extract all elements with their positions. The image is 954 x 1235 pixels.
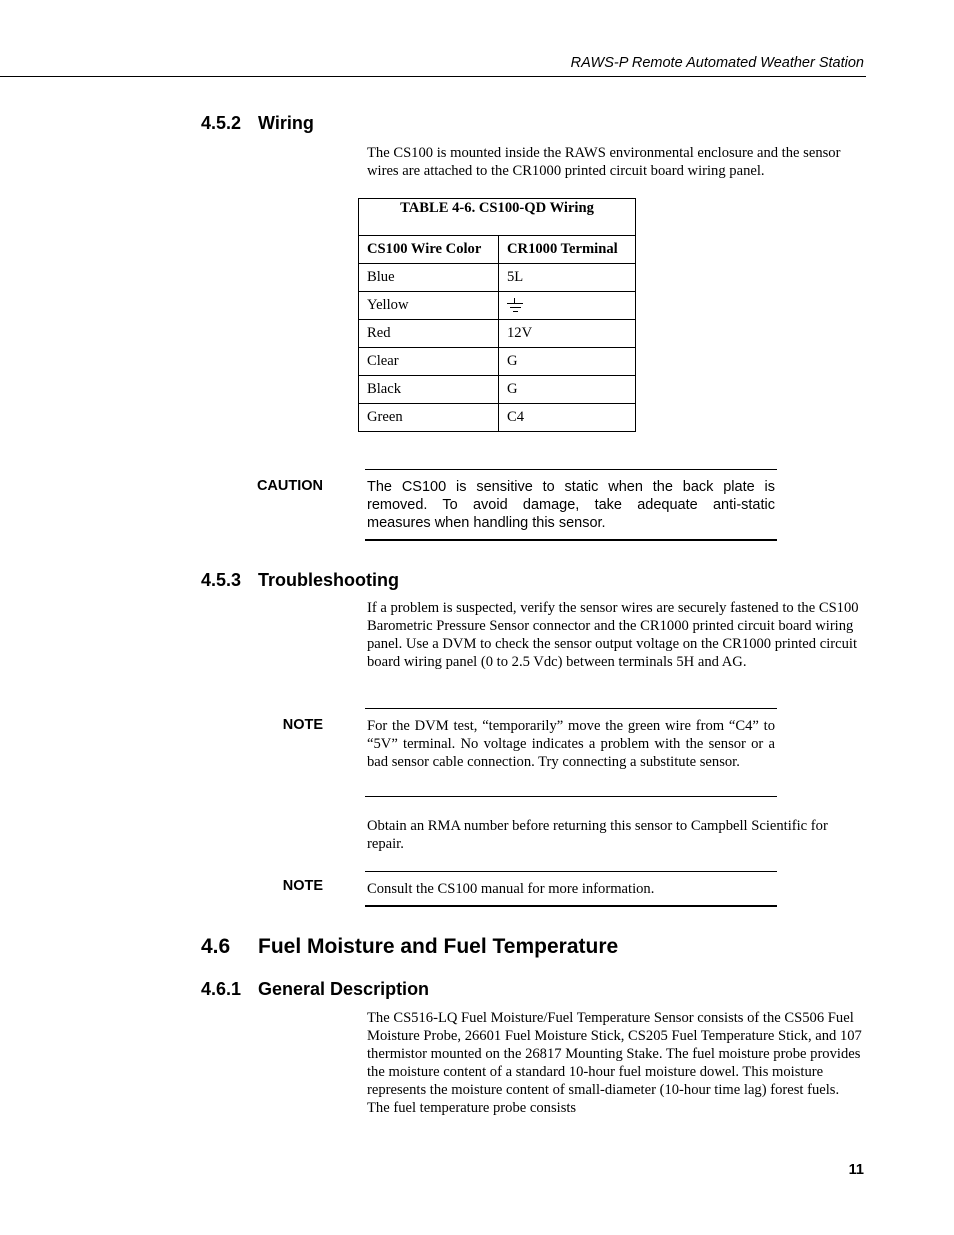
section-title: General Description <box>258 979 430 999</box>
wiring-intro-paragraph: The CS100 is mounted inside the RAWS environmental enclosure and the sensor wires are attached to the CR1000 printed circuit board wiring panel. <box>367 145 841 179</box>
section-heading-general-description <box>201 979 429 1000</box>
wiring-table <box>358 235 636 432</box>
section-heading-wiring <box>201 113 314 134</box>
running-header: RAWS-P Remote Automated Weather Station <box>570 55 864 71</box>
table-cell: Blue <box>359 264 499 292</box>
table-cell: Yellow <box>359 292 499 320</box>
section-number: 4.5.2 <box>201 113 242 133</box>
table-header-row <box>359 236 636 264</box>
table-row <box>359 264 636 292</box>
table-cell: G <box>499 348 636 376</box>
general-description-paragraph: The CS516-LQ Fuel Moisture/Fuel Temperature Sensor consists of the CS506 Fuel Moisture Probe, 26601 Fuel Moisture Stick, CS205 Fuel Temperature Stick, and 107 thermistor mounted on the 26817 Mounting Stake. The fuel moisture probe provides the moisture content of a standard 10-hour fuel moisture dowel. This moisture represents the moisture content of small-diameter (10-hour time lag) forest fuels. The fuel temperature probe consists <box>367 1010 862 1116</box>
caution-text: The CS100 is sensitive to static when the back plate is removed. To avoid damage, take adequate anti-static measures when handling this sensor. <box>367 479 775 531</box>
table-row <box>359 404 636 432</box>
caution-label: CAUTION <box>256 478 323 494</box>
note-top-rule <box>365 871 777 872</box>
page-number: 11 <box>848 1162 864 1178</box>
note-label: NOTE <box>282 878 323 894</box>
table-cell: Red <box>359 320 499 348</box>
section-title: Troubleshooting <box>258 570 399 590</box>
section-heading-fuel <box>201 935 618 959</box>
troubleshooting-paragraph: If a problem is suspected, verify the sensor wires are securely fastened to the CS100 Barometric Pressure Sensor connector and the CR1000 printed circuit board wiring panel. Use a DVM to check the sensor output voltage on the CR1000 printed circuit board wiring panel (0 to 2.5 Vdc) between terminals 5H and AG. <box>367 600 859 670</box>
table-cell: Black <box>359 376 499 404</box>
section-title: Wiring <box>258 113 314 133</box>
table-header-cell: CS100 Wire Color <box>359 236 499 264</box>
section-title: Fuel Moisture and Fuel Temperature <box>258 935 619 958</box>
table-caption: TABLE 4-6. CS100-QD Wiring <box>400 200 594 216</box>
section-number: 4.6.1 <box>201 979 242 999</box>
caution-bottom-rule <box>365 539 777 541</box>
table-row <box>359 348 636 376</box>
table-row <box>359 376 636 404</box>
table-header-cell: CR1000 Terminal <box>499 236 636 264</box>
ground-symbol-icon <box>507 299 523 313</box>
note-bottom-rule <box>365 905 777 907</box>
section-number: 4.6 <box>201 935 231 958</box>
caution-top-rule <box>365 469 777 470</box>
header-rule <box>0 76 866 77</box>
table-cell: C4 <box>499 404 636 432</box>
note-label: NOTE <box>282 717 323 733</box>
table-cell: G <box>499 376 636 404</box>
note-bottom-rule <box>365 796 777 797</box>
table-cell: Green <box>359 404 499 432</box>
table-cell: Clear <box>359 348 499 376</box>
rma-paragraph: Obtain an RMA number before returning this sensor to Campbell Scientific for repair. <box>367 818 828 852</box>
note-text: For the DVM test, “temporarily” move the green wire from “C4” to “5V” terminal. No voltage indicates a problem with the sensor or a bad sensor cable connection. Try connecting a substitute sensor. <box>367 718 775 770</box>
section-number: 4.5.3 <box>201 570 242 590</box>
table-row <box>359 320 636 348</box>
section-heading-troubleshooting <box>201 570 399 591</box>
table-row <box>359 292 636 320</box>
note-text: Consult the CS100 manual for more information. <box>367 881 655 897</box>
table-cell: 5L <box>499 264 636 292</box>
note-top-rule <box>365 708 777 709</box>
table-cell <box>499 292 636 320</box>
table-caption-box <box>358 198 636 235</box>
table-cell: 12V <box>499 320 636 348</box>
